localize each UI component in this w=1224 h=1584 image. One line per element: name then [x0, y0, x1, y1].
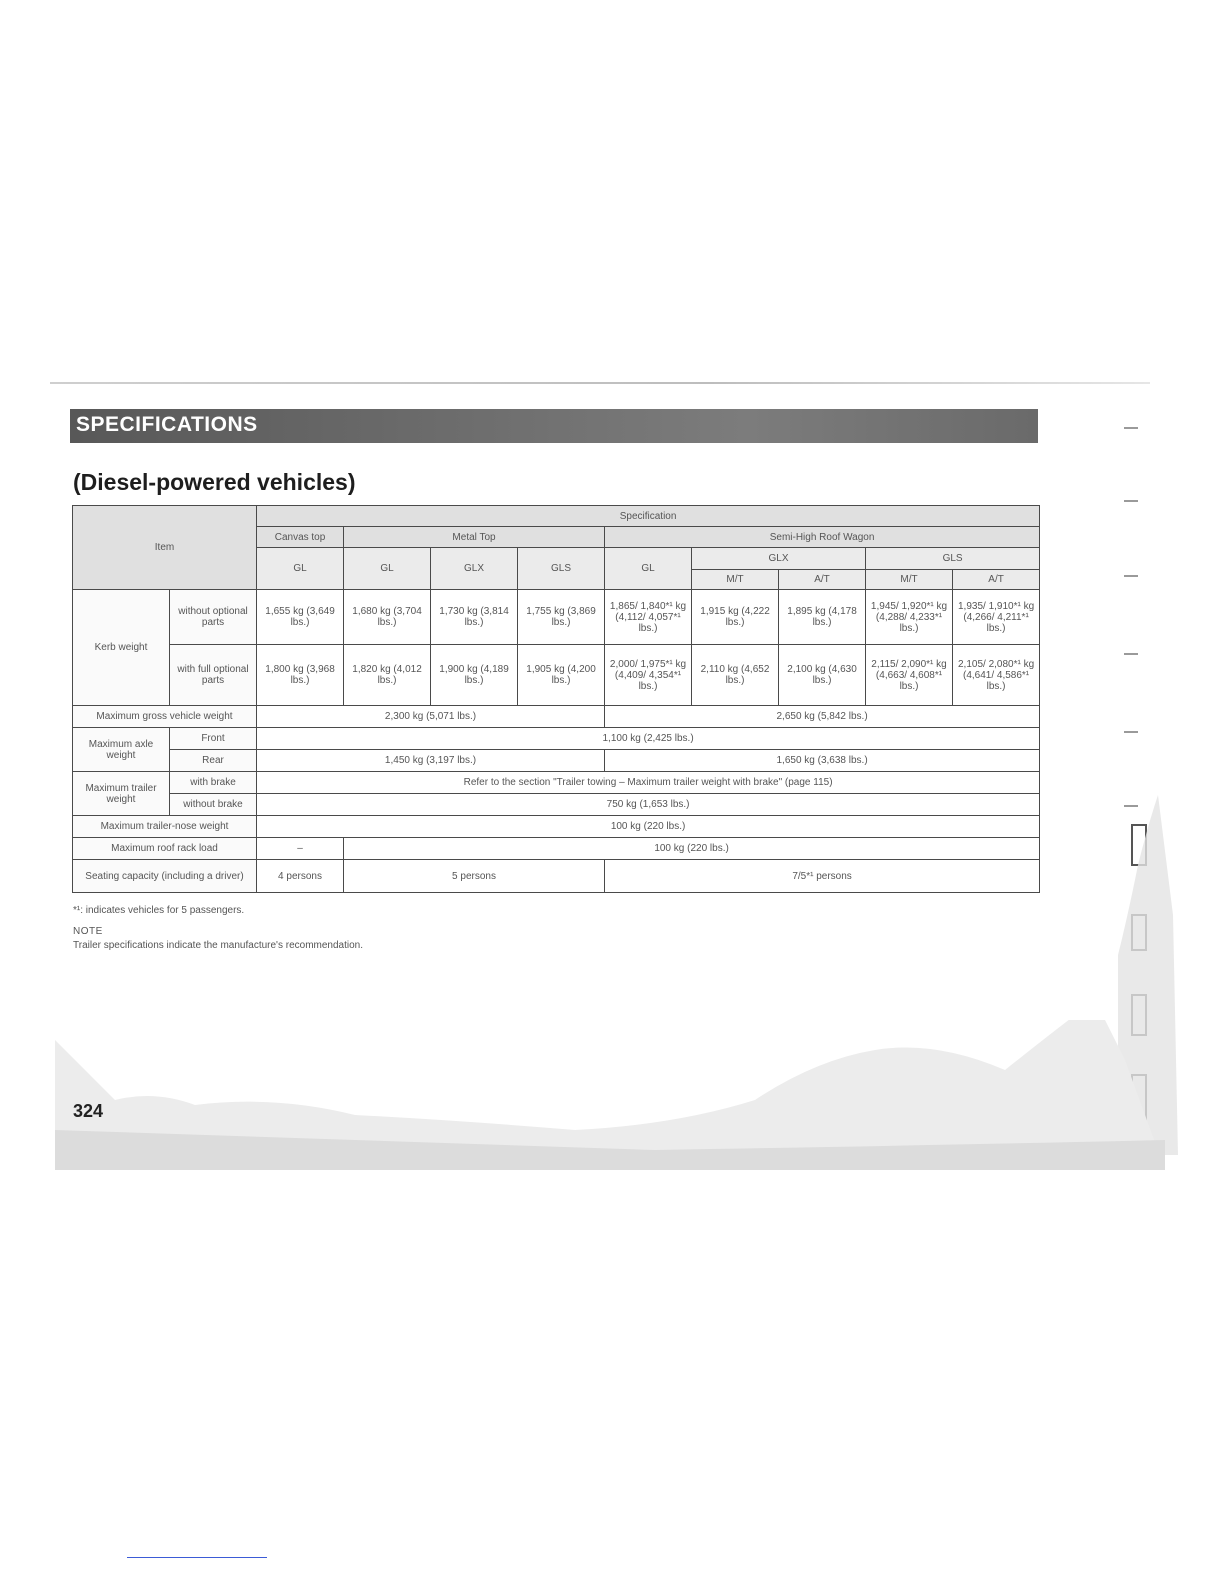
- page-number: 324: [73, 1101, 104, 1121]
- axle-rear-value: 1,450 kg (3,197 lbs.): [257, 750, 605, 772]
- trailer-with-brake-label: with brake: [170, 772, 257, 794]
- trailer-nose-label: Maximum trailer-nose weight: [73, 816, 257, 838]
- grade-semi-gls: GLS: [866, 548, 1040, 570]
- kerb-with-full-label: with full optional parts: [170, 645, 257, 706]
- kerb-with-full-value: 1,800 kg (3,968 lbs.): [257, 645, 344, 706]
- section-header: [70, 409, 1038, 443]
- kerb-without-value: 1,935/ 1,910*¹ kg (4,266/ 4,211*¹ lbs.): [953, 590, 1040, 645]
- kerb-without-value: 1,895 kg (4,178 lbs.): [779, 590, 866, 645]
- kerb-without-value: 1,945/ 1,920*¹ kg (4,288/ 4,233*¹ lbs.): [866, 590, 953, 645]
- trailer-without-brake-label: without brake: [170, 794, 257, 816]
- gross-weight-value: 2,650 kg (5,842 lbs.): [605, 706, 1040, 728]
- grade-metal-gls: GLS: [518, 548, 605, 590]
- grade-metal-gl: GL: [344, 548, 431, 590]
- seating-canvas-value: 4 persons: [257, 860, 344, 893]
- kerb-without-value: 1,915 kg (4,222 lbs.): [692, 590, 779, 645]
- roof-rack-label: Maximum roof rack load: [73, 838, 257, 860]
- note-title: NOTE: [73, 926, 103, 937]
- glx-mt-header: M/T: [692, 570, 779, 590]
- kerb-with-full-value: 1,905 kg (4,200 lbs.): [518, 645, 605, 706]
- specification-header: Specification: [257, 506, 1040, 527]
- axle-rear-label: Rear: [170, 750, 257, 772]
- kerb-with-full-value: 2,110 kg (4,652 lbs.): [692, 645, 779, 706]
- kerb-without-value: 1,755 kg (3,869 lbs.): [518, 590, 605, 645]
- kerb-with-full-value: 2,100 kg (4,630 lbs.): [779, 645, 866, 706]
- kerb-with-full-value: 2,105/ 2,080*¹ kg (4,641/ 4,586*¹ lbs.): [953, 645, 1040, 706]
- kerb-with-full-value: 2,115/ 2,090*¹ kg (4,663/ 4,608*¹ lbs.): [866, 645, 953, 706]
- grade-semi-gl: GL: [605, 548, 692, 590]
- trailer-nose-value: 100 kg (220 lbs.): [257, 816, 1040, 838]
- axle-rear-value: 1,650 kg (3,638 lbs.): [605, 750, 1040, 772]
- section-title: SPECIFICATIONS: [76, 413, 258, 436]
- page-edge-shadow: [55, 1020, 1165, 1170]
- trailer-without-brake-value: 750 kg (1,653 lbs.): [257, 794, 1040, 816]
- roof-rack-canvas-value: –: [257, 838, 344, 860]
- semi-high-roof-header: Semi-High Roof Wagon: [605, 527, 1040, 548]
- specifications-table: [72, 505, 1040, 893]
- kerb-without-value: 1,730 kg (3,814 lbs.): [431, 590, 518, 645]
- footnote: *¹: indicates vehicles for 5 passengers.: [73, 905, 245, 916]
- metal-top-header: Metal Top: [344, 527, 605, 548]
- grade-semi-glx: GLX: [692, 548, 866, 570]
- glx-at-header: A/T: [779, 570, 866, 590]
- trailer-weight-label: Maximum trailer weight: [73, 772, 170, 816]
- axle-front-label: Front: [170, 728, 257, 750]
- kerb-without-value: 1,680 kg (3,704 lbs.): [344, 590, 431, 645]
- kerb-without-value: 1,865/ 1,840*¹ kg (4,112/ 4,057*¹ lbs.): [605, 590, 692, 645]
- item-header: Item: [73, 506, 257, 590]
- kerb-weight-label: Kerb weight: [73, 590, 170, 706]
- gls-at-header: A/T: [953, 570, 1040, 590]
- canvas-top-header: Canvas top: [257, 527, 344, 548]
- gls-mt-header: M/T: [866, 570, 953, 590]
- top-rule: [50, 382, 1150, 384]
- gross-weight-label: Maximum gross vehicle weight: [73, 706, 257, 728]
- kerb-with-full-value: 1,900 kg (4,189 lbs.): [431, 645, 518, 706]
- grade-metal-glx: GLX: [431, 548, 518, 590]
- kerb-with-full-value: 2,000/ 1,975*¹ kg (4,409/ 4,354*¹ lbs.): [605, 645, 692, 706]
- kerb-without-value: 1,655 kg (3,649 lbs.): [257, 590, 344, 645]
- trailer-with-brake-value: Refer to the section "Trailer towing – Maximum trailer weight with brake" (page 115): [257, 772, 1040, 794]
- seating-metal-value: 5 persons: [344, 860, 605, 893]
- seating-semi-value: 7/5*¹ persons: [605, 860, 1040, 893]
- page-subtitle: (Diesel-powered vehicles): [73, 469, 356, 495]
- roof-rack-value: 100 kg (220 lbs.): [344, 838, 1040, 860]
- note-text: Trailer specifications indicate the manufacture's recommendation.: [73, 940, 364, 951]
- gross-weight-value: 2,300 kg (5,071 lbs.): [257, 706, 605, 728]
- kerb-with-full-value: 1,820 kg (4,012 lbs.): [344, 645, 431, 706]
- axle-weight-label: Maximum axle weight: [73, 728, 170, 772]
- axle-front-value: 1,100 kg (2,425 lbs.): [257, 728, 1040, 750]
- seating-capacity-label: Seating capacity (including a driver): [73, 860, 257, 893]
- grade-canvas-gl: GL: [257, 548, 344, 590]
- kerb-without-label: without optional parts: [170, 590, 257, 645]
- link-underline: [127, 1557, 267, 1558]
